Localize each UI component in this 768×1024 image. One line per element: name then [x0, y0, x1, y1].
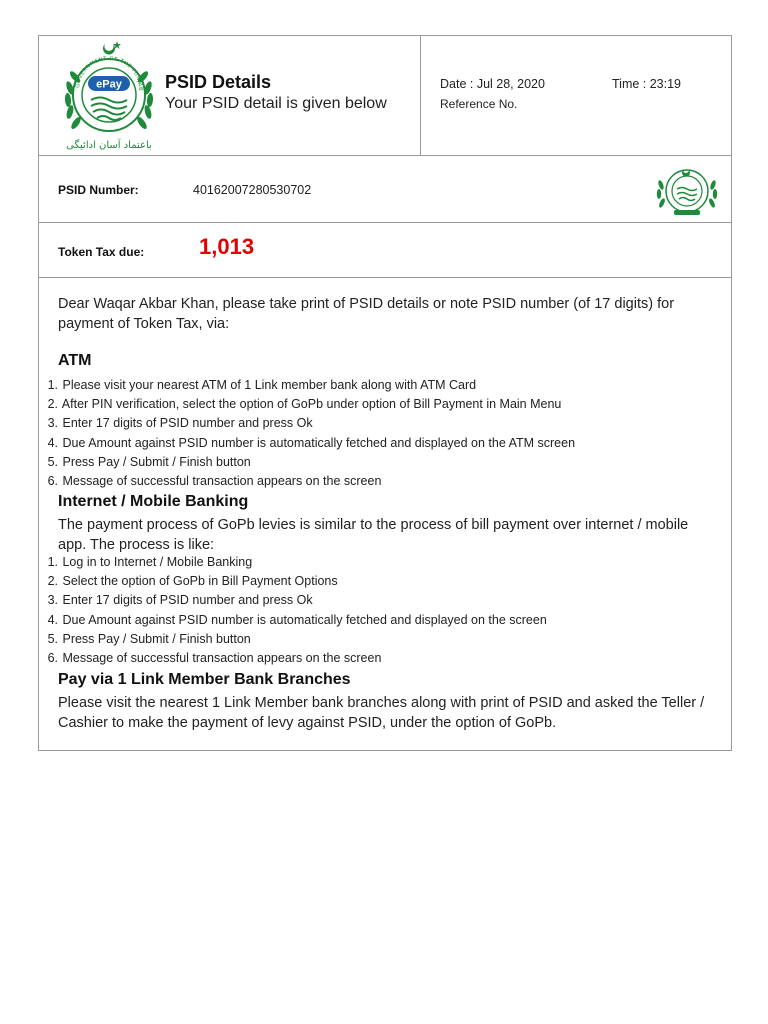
internet-banking-steps — [39, 553, 547, 668]
list-item: 3. Enter 17 digits of PSID number and press Ok — [47, 593, 313, 608]
tax-label: Token Tax due: — [58, 245, 145, 259]
date-text: Date : Jul 28, 2020 — [440, 77, 545, 91]
header — [39, 36, 731, 156]
psid-card — [38, 35, 732, 751]
list-item: 4. Due Amount against PSID number is automatically fetched and displayed on the ATM screen — [47, 435, 576, 450]
branches-description: Please visit the nearest 1 Link Member bank branches along with print of PSID and asked the Teller / Cashier to make the payment of levy against PSID, under the option of GoPb. — [58, 695, 705, 731]
page-subtitle: Your PSID detail is given below — [165, 95, 387, 112]
atm-steps — [39, 376, 575, 491]
list-item: 6. Message of successful transaction appears on the screen — [47, 473, 382, 488]
list-item: 3. Enter 17 digits of PSID number and press Ok — [47, 416, 313, 431]
reference-number: Reference No. — [440, 97, 518, 111]
list-item: 1. Please visit your nearest ATM of 1 Link member bank along with ATM Card — [47, 378, 477, 392]
psid-label: PSID Number: — [58, 183, 139, 197]
list-item: 5. Press Pay / Submit / Finish button — [47, 631, 251, 646]
intro-paragraph: Dear Waqar Akbar Khan, please take print of PSID details or note PSID number (of 17 digits) for payment of Token Tax, via: — [58, 296, 675, 332]
list-item: 5. Press Pay / Submit / Finish button — [47, 454, 251, 469]
list-item: 1. Log in to Internet / Mobile Banking — [47, 555, 253, 569]
list-item: 6. Message of successful transaction appears on the screen — [47, 650, 382, 665]
logo-urdu-tagline: باعتماد آسان ادائیگی — [66, 140, 152, 151]
branches-title: Pay via 1 Link Member Bank Branches — [58, 671, 351, 688]
punjab-government-emblem — [652, 161, 722, 217]
tax-row — [39, 222, 731, 278]
internet-banking-description: The payment process of GoPb levies is similar to the process of bill payment over internet / mobile app. The process is like: — [58, 517, 689, 553]
list-item: 4. Due Amount against PSID number is automatically fetched and displayed on the screen — [47, 612, 547, 627]
psid-row — [39, 155, 731, 223]
punjab-epay-logo — [57, 38, 161, 154]
tax-amount: 1,013 — [199, 234, 255, 259]
header-divider — [420, 36, 421, 155]
atm-title: ATM — [58, 352, 92, 369]
psid-value: 40162007280530702 — [193, 183, 312, 197]
logo-epay-text: ePay — [96, 78, 122, 91]
time-text: Time : 23:19 — [612, 77, 682, 91]
internet-banking-title: Internet / Mobile Banking — [58, 493, 249, 510]
page-title: PSID Details — [165, 72, 272, 92]
list-item: 2. Select the option of GoPb in Bill Payment Options — [47, 574, 338, 589]
logo-ring-text: GOVERNMENT OF THE PUNJAB — [75, 55, 144, 92]
list-item: 2. After PIN verification, select the option of GoPb under option of Bill Payment in Main Menu — [47, 397, 562, 412]
